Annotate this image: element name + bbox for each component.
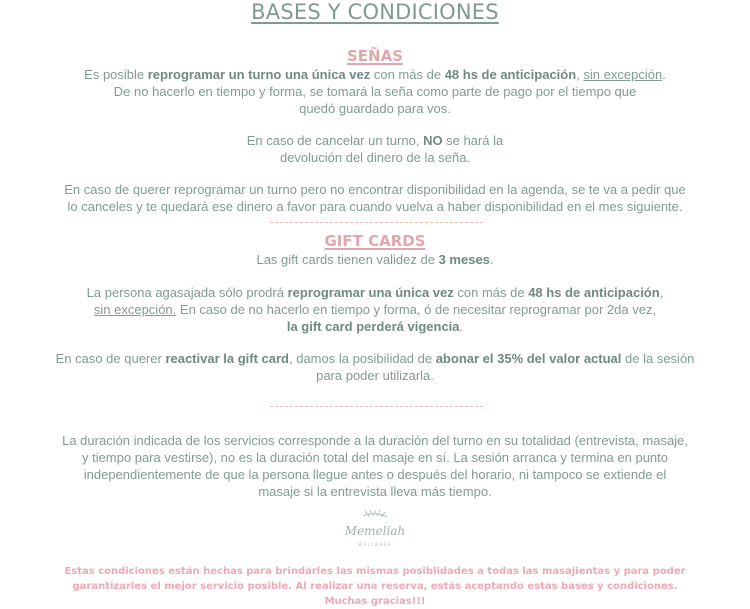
bold-text: la gift card perderá vigencia <box>286 319 460 334</box>
section-divider <box>270 222 483 223</box>
text: garantizarles el mejor servicio posible. Al realizar una reserva, estás aceptando estas bases y condiciones. <box>72 581 678 592</box>
text: lo canceles y te quedará ese dinero a favor para cuando vuelva a haber disponibilidad en el mes siguiente. <box>67 199 683 214</box>
bold-text: 48 hs de anticipación <box>528 285 660 300</box>
text: . <box>459 319 464 334</box>
text: masaje si la entrevista lleva más tiempo. <box>258 484 492 499</box>
section-divider <box>270 406 483 407</box>
bold-text: NO <box>423 133 443 148</box>
text: , <box>576 67 584 82</box>
text: , <box>659 285 664 300</box>
text: para poder utilizarla. <box>316 368 434 383</box>
bold-text: reprogramar una única vez <box>287 285 454 300</box>
text: Es posible <box>84 67 148 82</box>
text: . <box>662 67 666 82</box>
text: En caso de querer <box>55 351 166 366</box>
text: quedó guardado para vos. <box>299 101 451 116</box>
text: independientemente de que la persona llegue antes o después del horario, ni tampoco se extiende el <box>83 467 667 482</box>
bold-text: reactivar la gift card <box>165 351 289 366</box>
logo-wordmark: Memeliah <box>344 524 406 538</box>
logo-tagline: WELLNESS <box>358 542 392 547</box>
text: En caso de cancelar un turno, <box>246 133 424 148</box>
bold-text: 3 meses <box>438 252 490 267</box>
senas-heading: SEÑAS <box>346 47 403 65</box>
bold-text: reprogramar un turno una única vez <box>147 67 371 82</box>
senas-paragraph-2 <box>0 132 750 166</box>
duration-paragraph <box>0 432 750 500</box>
text: En caso de querer reprogramar un turno pero no encontrar disponibilidad en la agenda, se te va a pedir que <box>64 182 686 197</box>
text: devolución del dinero de la seña. <box>279 150 471 165</box>
text: La persona agasajada sólo prodrá <box>86 285 288 300</box>
gift-cards-heading: GIFT CARDS <box>324 232 426 250</box>
underlined-text: sin excepción <box>583 67 663 82</box>
text: De no hacerlo en tiempo y forma, se tomará la seña como parte de pago por el tiempo que <box>113 84 637 99</box>
gift-cards-paragraph-3 <box>0 350 750 384</box>
page-title: BASES Y CONDICIONES <box>251 0 499 24</box>
brand-logo <box>335 508 415 552</box>
bold-text: 48 hs de anticipación <box>444 67 577 82</box>
footer-note <box>0 564 750 609</box>
text: . <box>489 252 494 267</box>
text: Las gift cards tienen validez de <box>256 252 439 267</box>
text: La duración indicada de los servicios corresponde a la duración del turno en su totalidad (entrevista, masaje, <box>62 433 688 448</box>
gift-cards-paragraph-2 <box>0 284 750 335</box>
text: y tiempo para vestirse), no es la duración total del masaje en sí. La sesión arranca y termina en punto <box>81 450 669 465</box>
leaf-branch-icon <box>335 508 415 552</box>
text: se hará la <box>442 133 504 148</box>
underlined-text: sin excepción. <box>93 302 177 317</box>
gift-cards-paragraph-1 <box>0 251 750 268</box>
bold-text: abonar el 35% del valor actual <box>435 351 622 366</box>
text: con más de <box>370 67 445 82</box>
text: de la sesión <box>621 351 695 366</box>
senas-paragraph-3 <box>0 181 750 215</box>
text: , damos la posibilidad de <box>289 351 436 366</box>
text: Estas condiciones están hechas para brindarles las mismas posiblidades a todas las masajientas y para poder <box>64 566 686 577</box>
text: Muchas gracias!!! <box>324 596 426 607</box>
senas-paragraph-1 <box>0 66 750 117</box>
text: En caso de no hacerlo en tiempo y forma, ó de necesitar reprogramar por 2da vez, <box>176 302 657 317</box>
text: con más de <box>453 285 529 300</box>
